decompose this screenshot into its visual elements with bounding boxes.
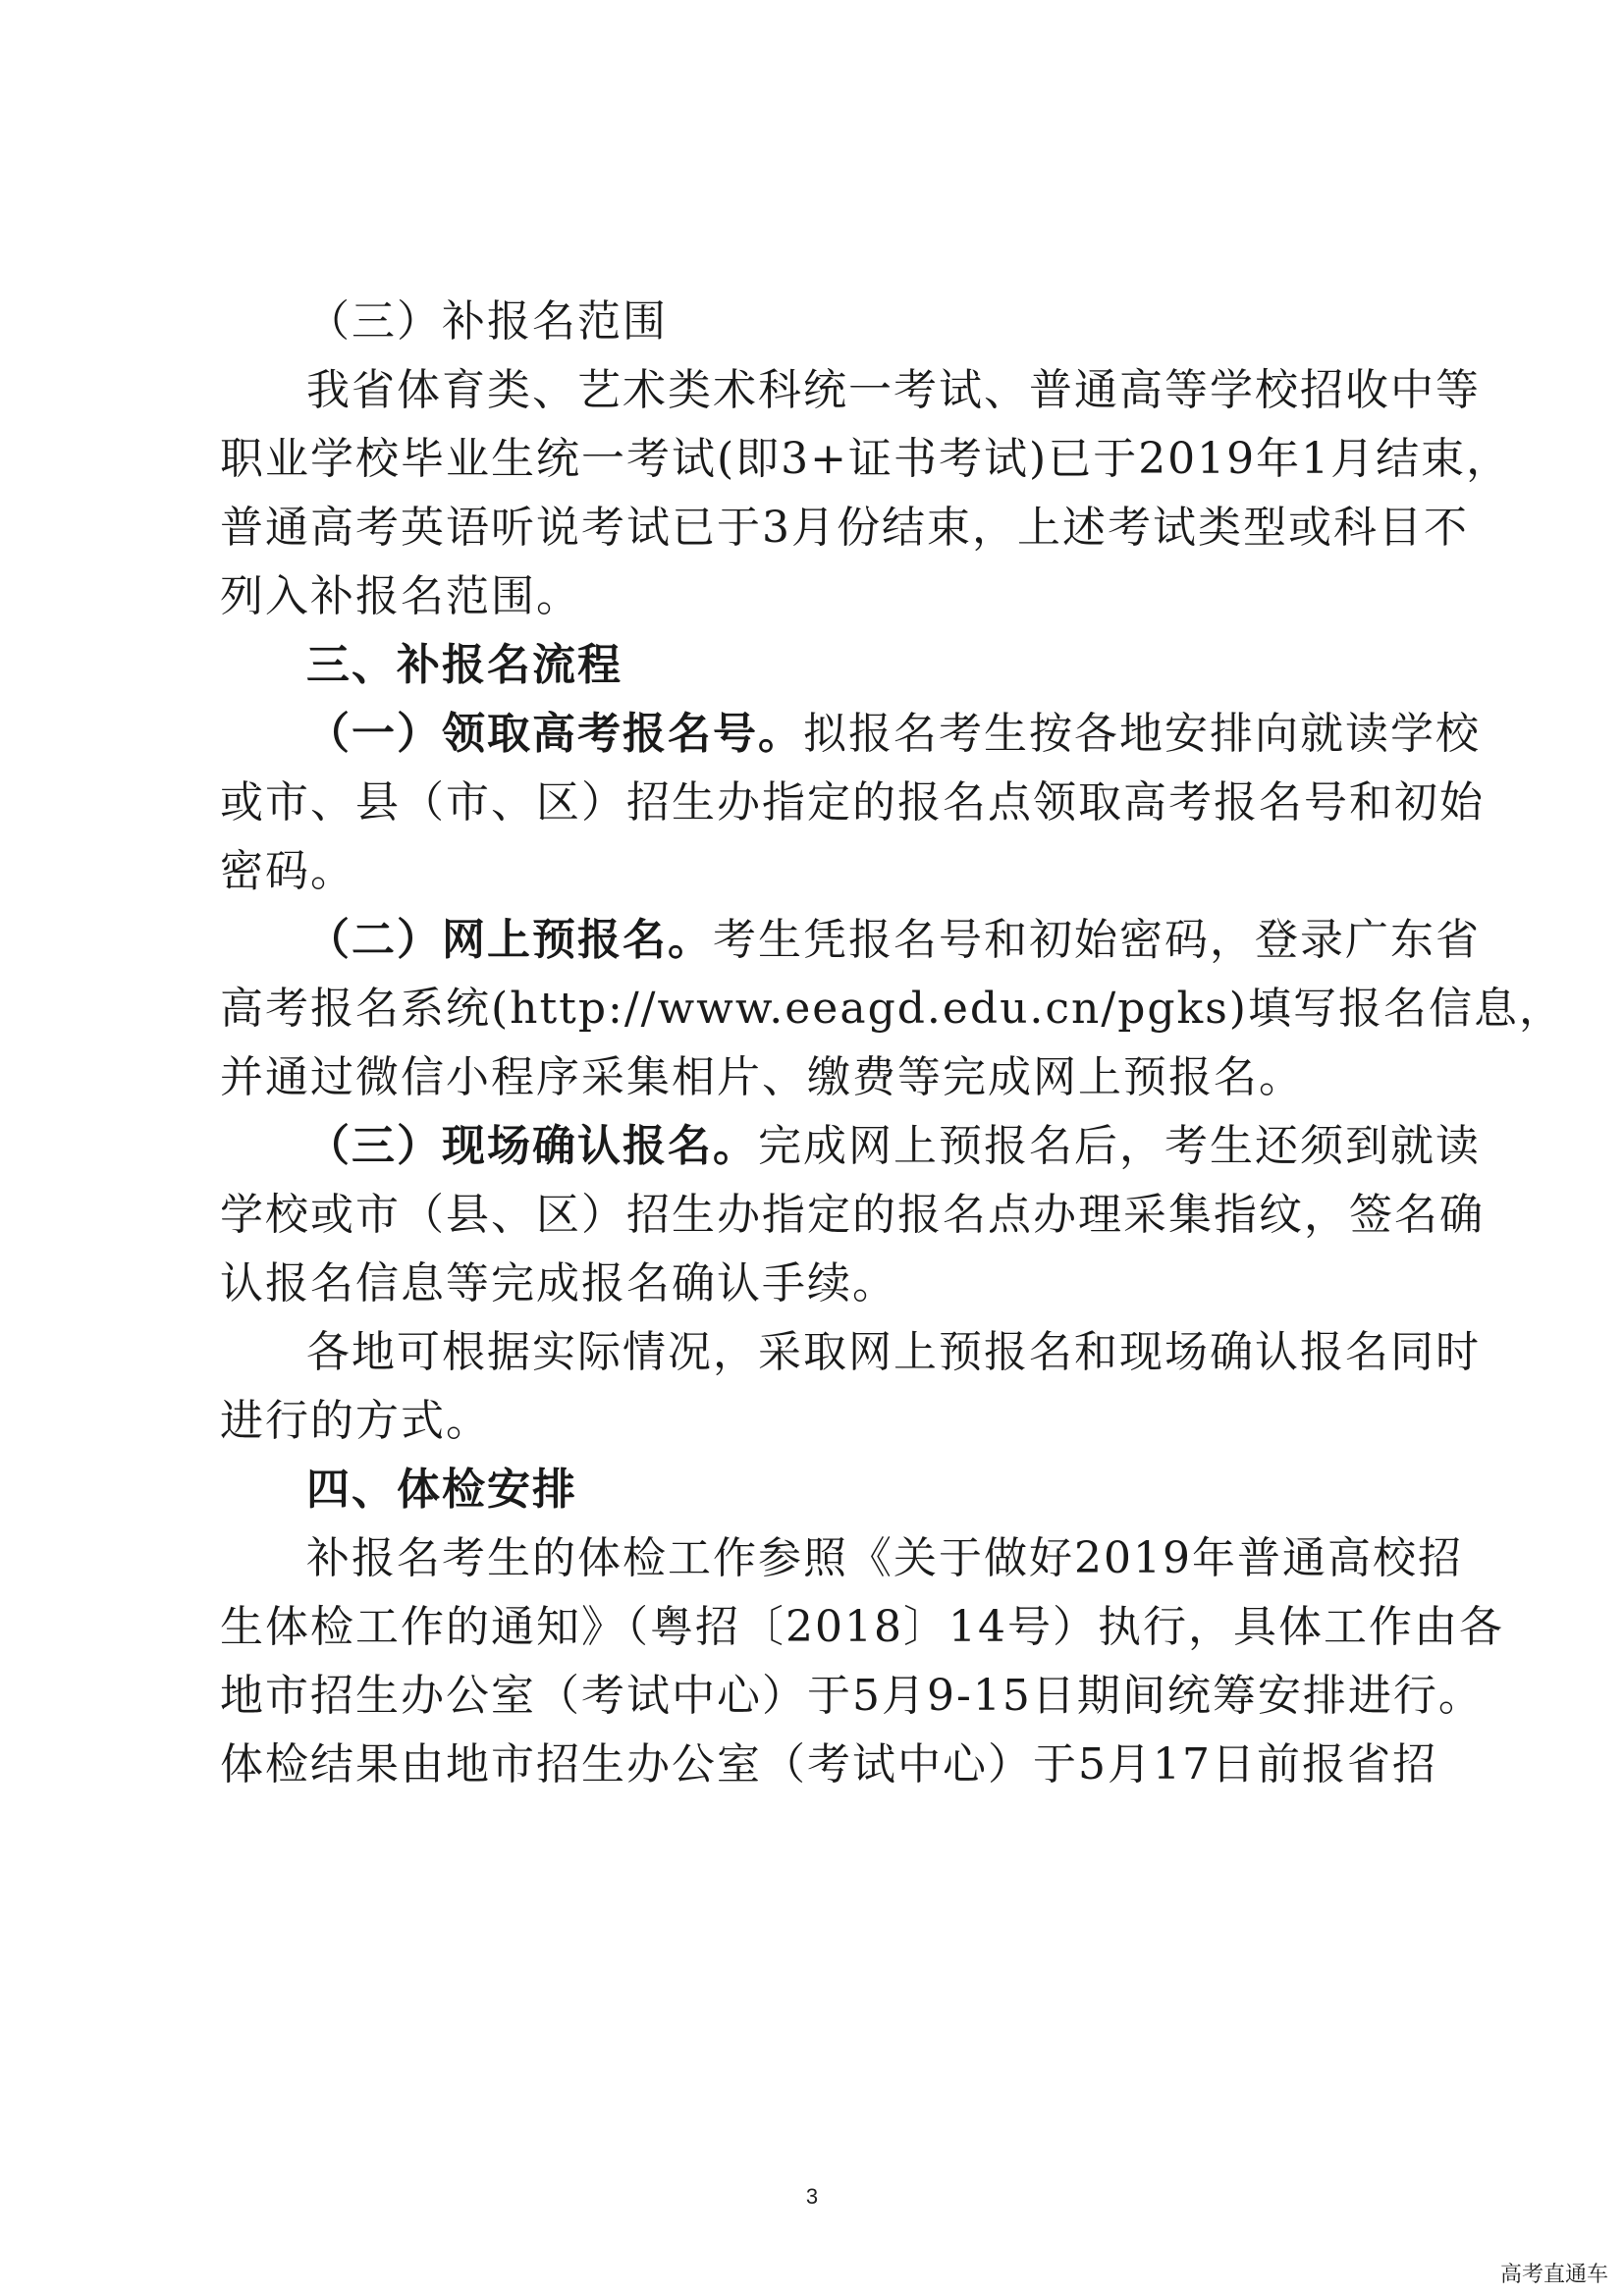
paragraph-line: 地市招生办公室（考试中心）于5月9-15日期间统筹安排进行。 [220,1671,1484,1721]
paragraph-line [306,1112,1481,1181]
paragraph-line: 我省体育类、艺术类术科统一考试、普通高等学校招收中等 [306,365,1481,415]
paragraph-line: 高考报名系统(http://www.eeagd.edu.cn/pgks)填写报名信息， [220,984,1564,1034]
paragraph-line: 列入补报名范围。 [220,571,581,621]
paragraph-line: 各地可根据实际情况，采取网上预报名和现场确认报名同时 [306,1327,1481,1377]
paragraph-line: 或市、县（市、区）招生办指定的报名点领取高考报名号和初始 [220,777,1485,828]
step-text: 完成网上预报名后，考生还须到就读 [758,1121,1481,1171]
paragraph-line: 密码。 [220,846,355,896]
paragraph-line [306,906,1481,975]
paragraph-line: 学校或市（县、区）招生办指定的报名点办理采集指纹，签名确 [220,1190,1485,1240]
paragraph-line: 补报名考生的体检工作参照《关于做好2019年普通高校招 [306,1533,1463,1583]
paragraph-line [306,700,1481,769]
section-heading: 四、体检安排 [306,1465,577,1515]
paragraph-line: 职业学校毕业生统一考试(即3+证书考试)已于2019年1月结束， [220,434,1512,484]
page-number: 3 [805,2184,819,2209]
step-title: （一）领取高考报名号。 [306,709,803,759]
paragraph-line: 普通高考英语听说考试已于3月份结束，上述考试类型或科目不 [220,503,1469,553]
section-heading: 三、补报名流程 [306,640,623,690]
step-title: （二）网上预报名。 [306,915,713,965]
paragraph-line: 认报名信息等完成报名确认手续。 [220,1258,897,1308]
watermark-text: 高考直通车 [1499,2263,1608,2287]
paragraph-line: 进行的方式。 [220,1396,491,1446]
step-text: 考生凭报名号和初始密码，登录广东省 [713,915,1481,965]
paragraph-line: 生体检工作的通知》（粤招〔2018〕14号）执行，具体工作由各 [220,1602,1504,1652]
paragraph-line: 体检结果由地市招生办公室（考试中心）于5月17日前报省招 [220,1739,1437,1789]
step-title: （三）现场确认报名。 [306,1121,758,1171]
step-text: 拟报名考生按各地安排向就读学校 [803,709,1481,759]
subsection-title: （三）补报名范围 [306,296,668,347]
paragraph-line: 并通过微信小程序采集相片、缴费等完成网上预报名。 [220,1052,1304,1102]
